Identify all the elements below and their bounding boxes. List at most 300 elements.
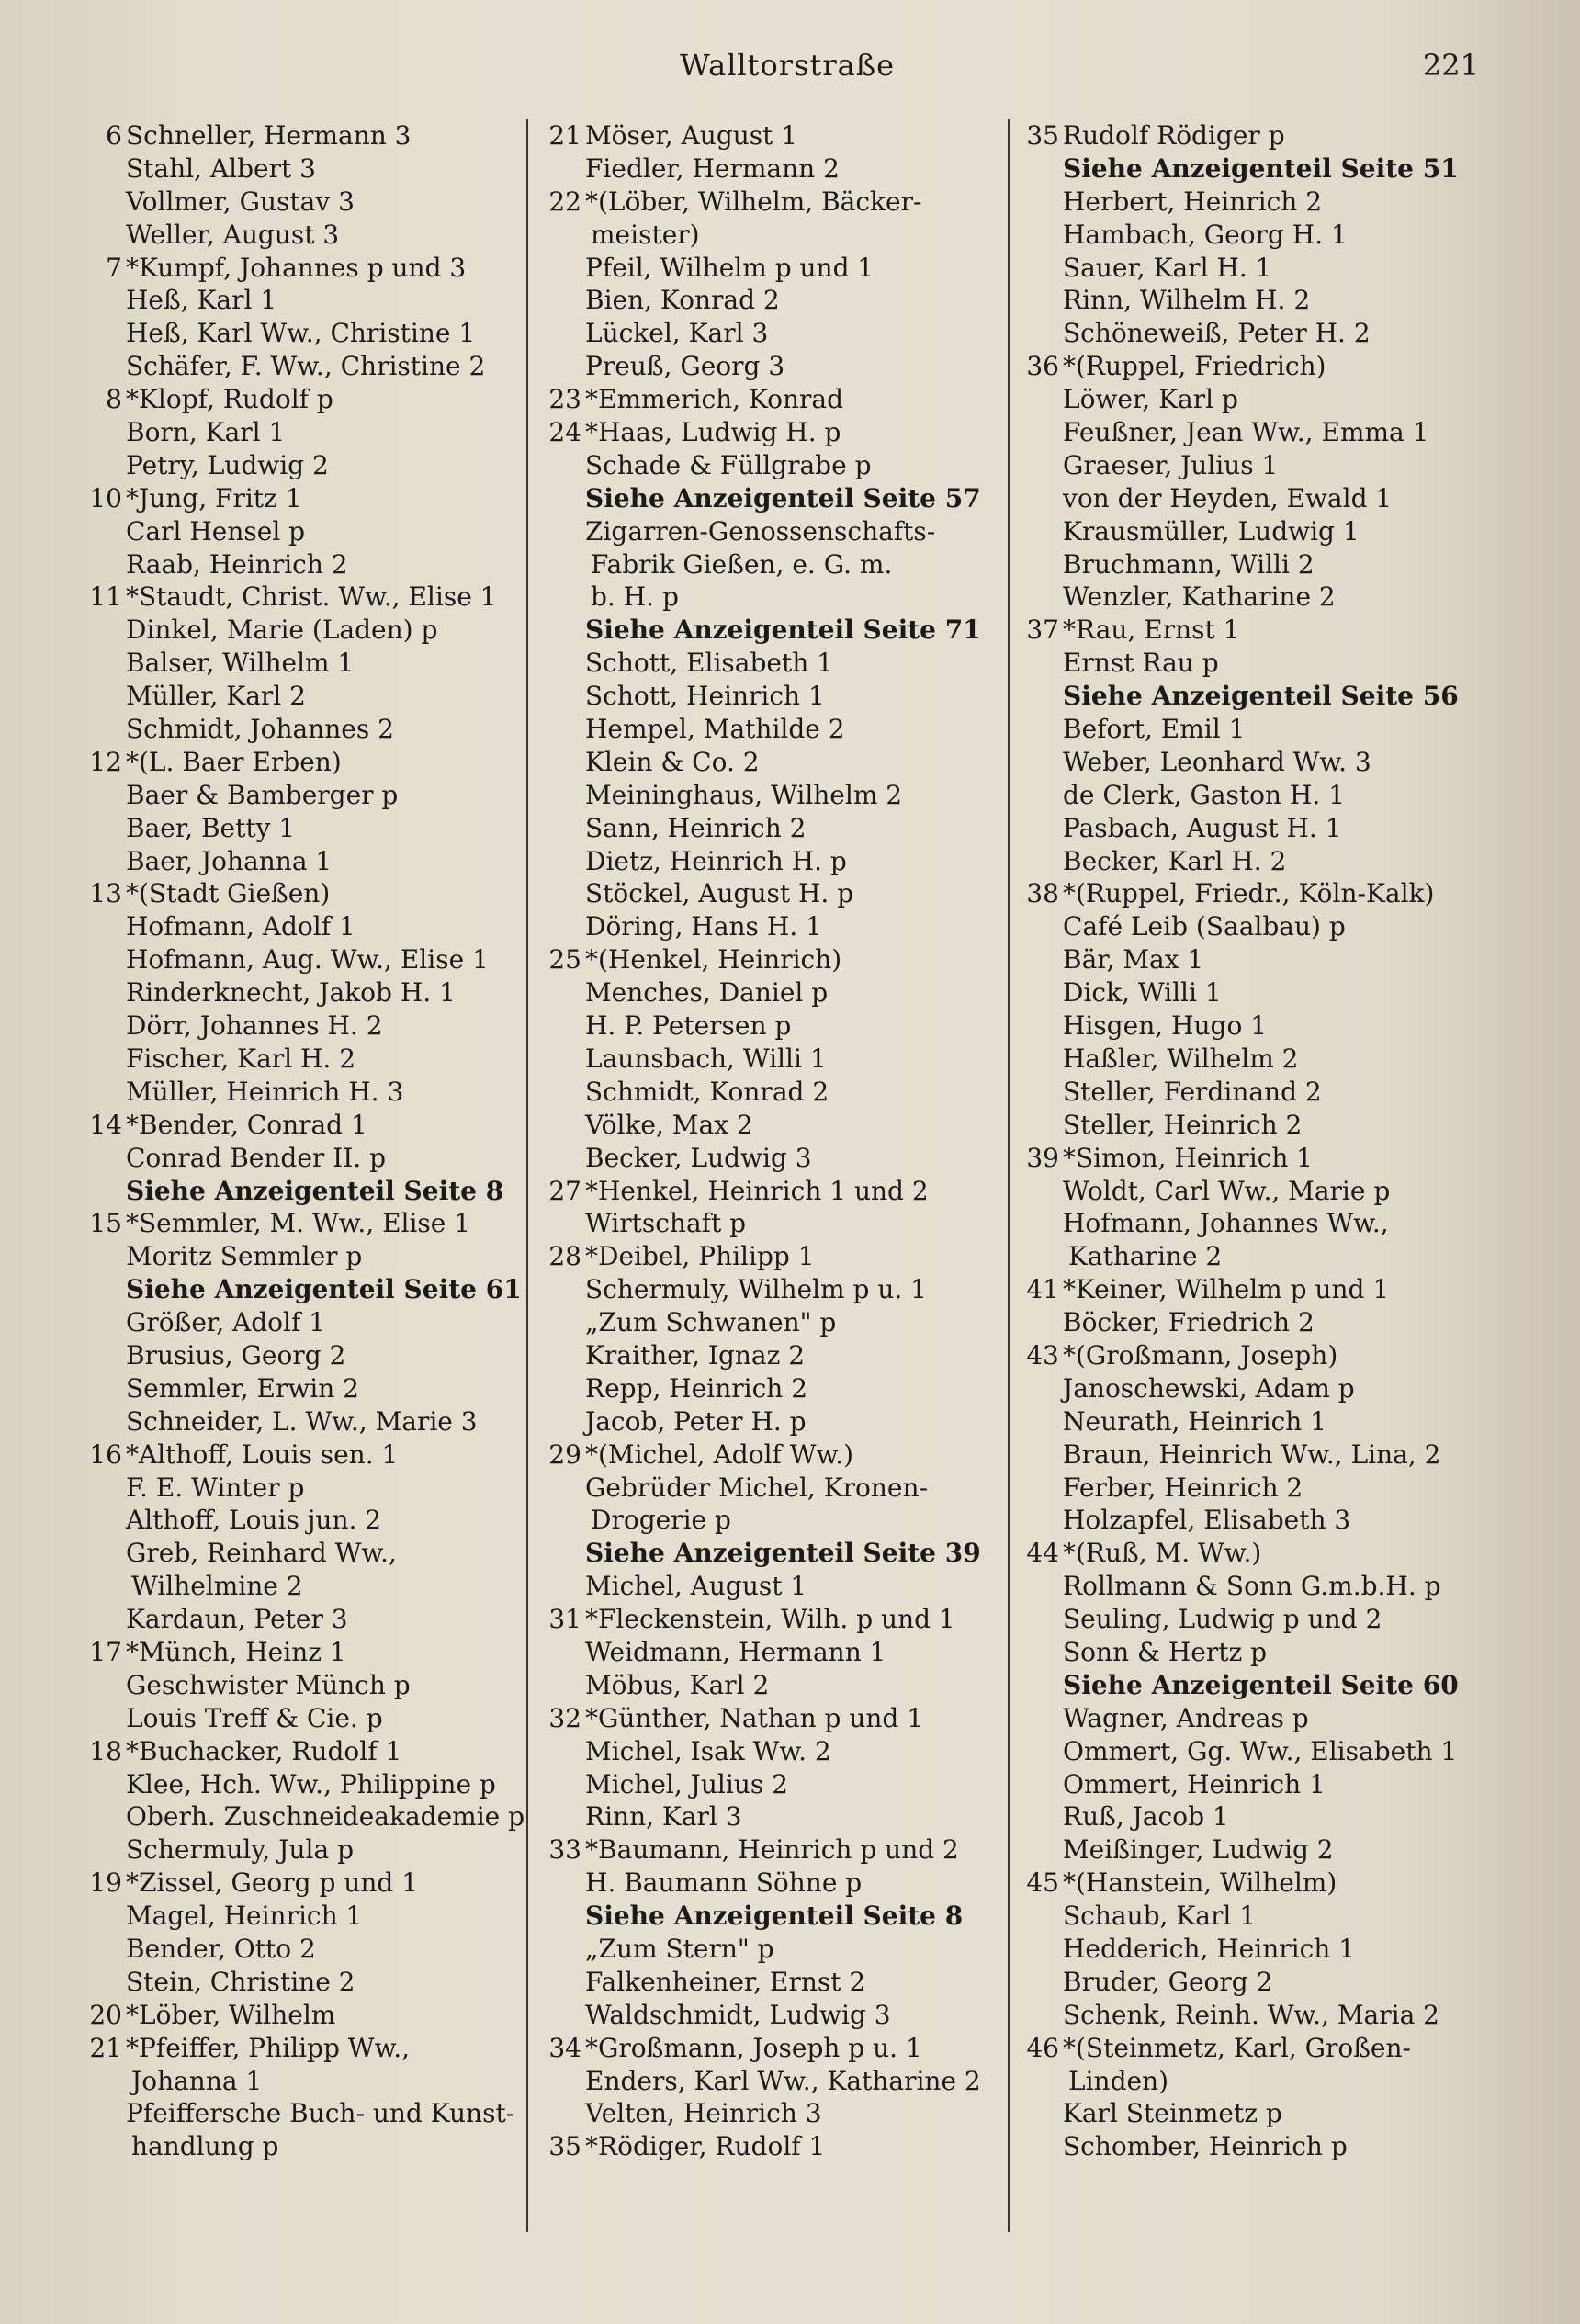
house-number: 8 bbox=[106, 384, 122, 415]
directory-entry bbox=[537, 1405, 1015, 1438]
directory-entry bbox=[1015, 284, 1493, 317]
resident-name: *Semmler, M. Ww., Elise 1 bbox=[126, 1208, 471, 1239]
resident-name: Schermuly, Jula p bbox=[126, 1834, 355, 1866]
resident-name: Heß, Karl Ww., Christine 1 bbox=[126, 318, 476, 349]
directory-entry bbox=[78, 2130, 556, 2163]
resident-name: Weller, August 3 bbox=[126, 219, 340, 250]
resident-name: *(Henkel, Heinrich) bbox=[585, 944, 842, 976]
directory-entry bbox=[1015, 2032, 1493, 2065]
directory-entry bbox=[537, 812, 1015, 845]
house-number: 18 bbox=[89, 1735, 122, 1766]
resident-name: Magel, Heinrich 1 bbox=[126, 1901, 363, 1932]
directory-entry bbox=[1015, 2065, 1493, 2098]
directory-entry bbox=[78, 2097, 556, 2130]
resident-name: Rinn, Wilhelm H. 2 bbox=[1063, 285, 1311, 316]
directory-entry bbox=[1015, 746, 1493, 779]
column-3 bbox=[1015, 119, 1493, 2163]
ad-reference bbox=[1015, 152, 1493, 186]
house-number: 35 bbox=[1026, 120, 1059, 151]
resident-name: Michel, August 1 bbox=[585, 1571, 807, 1602]
directory-entry bbox=[1015, 1372, 1493, 1405]
resident-name: Krausmüller, Ludwig 1 bbox=[1063, 515, 1360, 547]
directory-entry bbox=[537, 1570, 1015, 1603]
house-number: 37 bbox=[1026, 615, 1059, 646]
house-number: 6 bbox=[106, 120, 122, 151]
resident-name: Weber, Leonhard Ww. 3 bbox=[1063, 746, 1371, 777]
ad-reference bbox=[1015, 1669, 1493, 1702]
directory-entry bbox=[78, 2032, 556, 2065]
resident-name: *Althoff, Louis sen. 1 bbox=[126, 1438, 399, 1470]
resident-name: Hisgen, Hugo 1 bbox=[1063, 1010, 1268, 1042]
resident-name: Siehe Anzeigenteil Seite 57 bbox=[585, 482, 981, 513]
resident-name: Ommert, Gg. Ww., Elisabeth 1 bbox=[1063, 1735, 1458, 1766]
resident-name: Velten, Heinrich 3 bbox=[585, 2098, 822, 2129]
resident-name: Rollmann & Sonn G.m.b.H. p bbox=[1063, 1571, 1441, 1602]
directory-entry bbox=[537, 1603, 1015, 1636]
resident-name: Becker, Karl H. 2 bbox=[1063, 845, 1287, 876]
directory-entry bbox=[537, 1438, 1015, 1472]
directory-entry bbox=[78, 1142, 556, 1175]
directory-entry bbox=[537, 1833, 1015, 1867]
directory-entry bbox=[1015, 252, 1493, 285]
resident-name: Louis Treff & Cie. p bbox=[126, 1702, 383, 1733]
resident-name: Moritz Semmler p bbox=[126, 1241, 363, 1272]
directory-entry bbox=[537, 119, 1015, 152]
resident-name: Müller, Heinrich H. 3 bbox=[126, 1076, 404, 1107]
directory-entry bbox=[78, 2065, 556, 2098]
directory-entry bbox=[78, 1405, 556, 1438]
resident-name: Müller, Karl 2 bbox=[126, 681, 306, 712]
directory-entry bbox=[1015, 713, 1493, 746]
directory-entry bbox=[1015, 943, 1493, 976]
resident-name: *Staudt, Christ. Ww., Elise 1 bbox=[126, 581, 497, 613]
directory-entry bbox=[1015, 1900, 1493, 1933]
directory-entry bbox=[1015, 1735, 1493, 1768]
resident-name: Katharine 2 bbox=[1068, 1241, 1223, 1272]
resident-name: Steller, Heinrich 2 bbox=[1063, 1109, 1303, 1140]
directory-entry bbox=[537, 1768, 1015, 1801]
house-number: 46 bbox=[1026, 2032, 1059, 2063]
directory-entry bbox=[537, 845, 1015, 878]
resident-name: *Fleckenstein, Wilh. p und 1 bbox=[585, 1604, 955, 1635]
house-number: 39 bbox=[1026, 1142, 1059, 1173]
directory-entry bbox=[78, 1999, 556, 2032]
resident-name: Pfeiffersche Buch- und Kunst- bbox=[126, 2098, 515, 2129]
resident-name: Brusius, Georg 2 bbox=[126, 1339, 346, 1371]
directory-entry bbox=[78, 1833, 556, 1867]
directory-entry bbox=[78, 350, 556, 383]
resident-name: Bär, Max 1 bbox=[1063, 944, 1204, 976]
directory-entry bbox=[78, 119, 556, 152]
resident-name: *Simon, Heinrich 1 bbox=[1063, 1142, 1314, 1173]
directory-entry bbox=[78, 1339, 556, 1372]
directory-entry bbox=[1015, 1999, 1493, 2032]
directory-entry bbox=[537, 877, 1015, 910]
resident-name: *(Großmann, Joseph) bbox=[1063, 1339, 1338, 1371]
directory-entry bbox=[537, 1273, 1015, 1306]
directory-entry bbox=[78, 812, 556, 845]
resident-name: Michel, Julius 2 bbox=[585, 1768, 788, 1799]
directory-entry bbox=[537, 1372, 1015, 1405]
resident-name: Hofmann, Johannes Ww., bbox=[1063, 1208, 1389, 1239]
house-number: 34 bbox=[548, 2032, 581, 2063]
resident-name: *Kumpf, Johannes p und 3 bbox=[126, 252, 467, 283]
resident-name: *Günther, Nathan p und 1 bbox=[585, 1702, 924, 1733]
directory-entry bbox=[1015, 877, 1493, 910]
resident-name: Johanna 1 bbox=[131, 2065, 263, 2096]
directory-entry bbox=[537, 1636, 1015, 1669]
resident-name: *Deibel, Philipp 1 bbox=[585, 1241, 815, 1272]
resident-name: *(Löber, Wilhelm, Bäcker- bbox=[585, 186, 922, 217]
directory-entry bbox=[537, 350, 1015, 383]
resident-name: Repp, Heinrich 2 bbox=[585, 1372, 808, 1404]
resident-name: Stein, Christine 2 bbox=[126, 1966, 356, 1997]
resident-name: Döring, Hans H. 1 bbox=[585, 911, 822, 942]
resident-name: Born, Karl 1 bbox=[126, 417, 286, 448]
resident-name: Sann, Heinrich 2 bbox=[585, 812, 807, 843]
directory-entry bbox=[1015, 350, 1493, 383]
directory-entry bbox=[78, 614, 556, 647]
directory-entry bbox=[537, 1306, 1015, 1339]
resident-name: Heß, Karl 1 bbox=[126, 285, 277, 316]
directory-entry bbox=[78, 1800, 556, 1833]
resident-name: Menches, Daniel p bbox=[585, 977, 829, 1009]
resident-name: Baer & Bamberger p bbox=[126, 779, 399, 810]
directory-entry bbox=[537, 2130, 1015, 2163]
resident-name: *Buchacker, Rudolf 1 bbox=[126, 1735, 402, 1766]
directory-entry bbox=[78, 515, 556, 548]
resident-name: Pfeil, Wilhelm p und 1 bbox=[585, 252, 875, 283]
resident-name: Schade & Füllgrabe p bbox=[585, 449, 872, 480]
resident-name: Baer, Betty 1 bbox=[126, 812, 296, 843]
resident-name: *Bender, Conrad 1 bbox=[126, 1109, 367, 1140]
resident-name: Kraither, Ignaz 2 bbox=[585, 1339, 806, 1371]
resident-name: Siehe Anzeigenteil Seite 56 bbox=[1063, 681, 1459, 712]
directory-entry bbox=[537, 581, 1015, 614]
resident-name: Zigarren-Genossenschafts- bbox=[585, 515, 936, 547]
resident-name: Launsbach, Willi 1 bbox=[585, 1043, 827, 1074]
directory-entry bbox=[1015, 1933, 1493, 1966]
resident-name: *Klopf, Rudolf p bbox=[126, 384, 333, 415]
directory-entry bbox=[1015, 186, 1493, 219]
directory-entry bbox=[537, 1999, 1015, 2032]
house-number: 44 bbox=[1026, 1538, 1059, 1569]
directory-entry bbox=[1015, 1702, 1493, 1735]
resident-name: Dörr, Johannes H. 2 bbox=[126, 1010, 383, 1042]
directory-entry bbox=[537, 1702, 1015, 1735]
directory-entry bbox=[78, 1867, 556, 1900]
resident-name: Becker, Ludwig 3 bbox=[585, 1142, 812, 1173]
directory-entry bbox=[1015, 1472, 1493, 1505]
resident-name: Waldschmidt, Ludwig 3 bbox=[585, 1999, 891, 2030]
directory-entry bbox=[537, 1472, 1015, 1505]
resident-name: *Emmerich, Konrad bbox=[585, 384, 844, 415]
resident-name: F. E. Winter p bbox=[126, 1472, 305, 1503]
page-header bbox=[0, 48, 1580, 103]
resident-name: von der Heyden, Ewald 1 bbox=[1063, 482, 1393, 513]
directory-entry bbox=[1015, 976, 1493, 1010]
directory-entry bbox=[537, 1966, 1015, 1999]
resident-name: Schäfer, F. Ww., Christine 2 bbox=[126, 351, 486, 382]
directory-entry bbox=[1015, 581, 1493, 614]
page-number: 221 bbox=[1422, 48, 1479, 83]
directory-entry bbox=[537, 1933, 1015, 1966]
resident-name: Siehe Anzeigenteil Seite 60 bbox=[1063, 1669, 1459, 1700]
directory-entry bbox=[78, 845, 556, 878]
resident-name: Steller, Ferdinand 2 bbox=[1063, 1076, 1322, 1107]
directory-entry bbox=[78, 910, 556, 943]
resident-name: Schaub, Karl 1 bbox=[1063, 1901, 1257, 1932]
house-number: 24 bbox=[548, 417, 581, 448]
directory-entry bbox=[1015, 647, 1493, 680]
directory-entry bbox=[537, 943, 1015, 976]
resident-name: Dietz, Heinrich H. p bbox=[585, 845, 847, 876]
resident-name: Gebrüder Michel, Kronen- bbox=[585, 1472, 928, 1503]
directory-entry bbox=[78, 416, 556, 449]
resident-name: Balser, Wilhelm 1 bbox=[126, 648, 355, 679]
resident-name: Lückel, Karl 3 bbox=[585, 318, 769, 349]
directory-entry bbox=[78, 647, 556, 680]
directory-entry bbox=[537, 515, 1015, 548]
resident-name: Siehe Anzeigenteil Seite 71 bbox=[585, 615, 981, 646]
resident-name: Ommert, Heinrich 1 bbox=[1063, 1768, 1326, 1799]
house-number: 35 bbox=[548, 2131, 581, 2162]
directory-entry bbox=[78, 1636, 556, 1669]
directory-entry bbox=[537, 219, 1015, 252]
resident-name: Enders, Karl Ww., Katharine 2 bbox=[585, 2065, 981, 2096]
resident-name: Linden) bbox=[1068, 2065, 1169, 2096]
ad-reference bbox=[78, 1273, 556, 1306]
house-number: 13 bbox=[89, 878, 122, 909]
directory-entry bbox=[78, 284, 556, 317]
resident-name: *(Hanstein, Wilhelm) bbox=[1063, 1867, 1337, 1899]
directory-entry bbox=[537, 680, 1015, 713]
directory-entry bbox=[1015, 1537, 1493, 1570]
resident-name: Stöckel, August H. p bbox=[585, 878, 854, 909]
house-number: 10 bbox=[89, 482, 122, 513]
resident-name: Rudolf Rödiger p bbox=[1063, 120, 1285, 151]
directory-entry bbox=[78, 1570, 556, 1603]
directory-entry bbox=[78, 1966, 556, 1999]
resident-name: H. Baumann Söhne p bbox=[585, 1867, 863, 1899]
directory-entry bbox=[1015, 548, 1493, 581]
resident-name: Schneider, L. Ww., Marie 3 bbox=[126, 1405, 478, 1437]
resident-name: Semmler, Erwin 2 bbox=[126, 1372, 359, 1404]
directory-entry bbox=[1015, 1405, 1493, 1438]
resident-name: Schott, Elisabeth 1 bbox=[585, 648, 833, 679]
resident-name: Fischer, Karl H. 2 bbox=[126, 1043, 356, 1074]
directory-entry bbox=[78, 746, 556, 779]
directory-entry bbox=[78, 252, 556, 285]
directory-entry bbox=[78, 1702, 556, 1735]
directory-entry bbox=[78, 449, 556, 482]
house-number: 20 bbox=[89, 1999, 122, 2030]
directory-entry bbox=[537, 383, 1015, 416]
resident-name: Jacob, Peter H. p bbox=[585, 1405, 807, 1437]
resident-name: Möser, August 1 bbox=[585, 120, 798, 151]
directory-entry bbox=[537, 1735, 1015, 1768]
resident-name: Karl Steinmetz p bbox=[1063, 2098, 1282, 2129]
directory-entry bbox=[1015, 812, 1493, 845]
resident-name: Befort, Emil 1 bbox=[1063, 714, 1246, 745]
directory-entry bbox=[537, 1010, 1015, 1043]
resident-name: *(Ruppel, Friedrich) bbox=[1063, 351, 1326, 382]
resident-name: Siehe Anzeigenteil Seite 51 bbox=[1063, 152, 1459, 184]
directory-entry bbox=[1015, 1043, 1493, 1076]
resident-name: *Pfeiffer, Philipp Ww., bbox=[126, 2032, 411, 2063]
resident-name: b. H. p bbox=[591, 581, 679, 613]
ad-reference bbox=[537, 1900, 1015, 1933]
resident-name: Woldt, Carl Ww., Marie p bbox=[1063, 1175, 1391, 1206]
directory-entry bbox=[1015, 1240, 1493, 1273]
resident-name: *(Ruß, M. Ww.) bbox=[1063, 1538, 1262, 1569]
directory-entry bbox=[78, 680, 556, 713]
directory-entry bbox=[1015, 1438, 1493, 1472]
directory-entry bbox=[78, 1043, 556, 1076]
resident-name: Schott, Heinrich 1 bbox=[585, 681, 825, 712]
resident-name: Baer, Johanna 1 bbox=[126, 845, 333, 876]
resident-name: *Jung, Fritz 1 bbox=[126, 482, 302, 513]
directory-entry bbox=[1015, 119, 1493, 152]
resident-name: Greb, Reinhard Ww., bbox=[126, 1538, 397, 1569]
directory-entry bbox=[1015, 416, 1493, 449]
directory-entry bbox=[537, 284, 1015, 317]
directory-entry bbox=[537, 548, 1015, 581]
directory-entry bbox=[1015, 845, 1493, 878]
resident-name: Klein & Co. 2 bbox=[585, 746, 760, 777]
directory-entry bbox=[537, 252, 1015, 285]
resident-name: Ernst Rau p bbox=[1063, 648, 1219, 679]
resident-name: Raab, Heinrich 2 bbox=[126, 548, 348, 580]
directory-entry bbox=[1015, 317, 1493, 350]
resident-name: Fiedler, Hermann 2 bbox=[585, 152, 840, 184]
directory-entry bbox=[78, 1372, 556, 1405]
directory-entry bbox=[537, 1669, 1015, 1702]
resident-name: Siehe Anzeigenteil Seite 8 bbox=[585, 1901, 964, 1932]
resident-name: Ruß, Jacob 1 bbox=[1063, 1801, 1229, 1833]
directory-entry bbox=[78, 317, 556, 350]
directory-entry bbox=[1015, 1768, 1493, 1801]
resident-name: Siehe Anzeigenteil Seite 61 bbox=[126, 1274, 522, 1305]
resident-name: H. P. Petersen p bbox=[585, 1010, 792, 1042]
resident-name: *Rau, Ernst 1 bbox=[1063, 615, 1240, 646]
ad-reference bbox=[78, 1175, 556, 1208]
resident-name: Hedderich, Heinrich 1 bbox=[1063, 1933, 1356, 1964]
resident-name: Preuß, Georg 3 bbox=[585, 351, 785, 382]
directory-entry bbox=[78, 219, 556, 252]
directory-entry bbox=[1015, 482, 1493, 515]
resident-name: Graeser, Julius 1 bbox=[1063, 449, 1279, 480]
directory-entry bbox=[78, 1933, 556, 1966]
directory-entry bbox=[1015, 1010, 1493, 1043]
directory-entry bbox=[537, 910, 1015, 943]
directory-entry bbox=[1015, 1175, 1493, 1208]
house-number: 15 bbox=[89, 1208, 122, 1239]
resident-name: Bien, Konrad 2 bbox=[585, 285, 780, 316]
resident-name: Siehe Anzeigenteil Seite 39 bbox=[585, 1538, 981, 1569]
resident-name: Geschwister Münch p bbox=[126, 1669, 411, 1700]
directory-entry bbox=[1015, 1306, 1493, 1339]
directory-entry bbox=[537, 1142, 1015, 1175]
column-divider bbox=[1008, 119, 1010, 2232]
house-number: 45 bbox=[1026, 1867, 1059, 1899]
directory-entry bbox=[78, 713, 556, 746]
resident-name: Hofmann, Aug. Ww., Elise 1 bbox=[126, 944, 489, 976]
resident-name: *Haas, Ludwig H. p bbox=[585, 417, 841, 448]
resident-name: Schneller, Hermann 3 bbox=[126, 120, 412, 151]
house-number: 27 bbox=[548, 1175, 581, 1206]
resident-name: Schmidt, Johannes 2 bbox=[126, 714, 394, 745]
directory-entry bbox=[78, 1240, 556, 1273]
resident-name: Meininghaus, Wilhelm 2 bbox=[585, 779, 903, 810]
resident-name: *(L. Baer Erben) bbox=[126, 746, 342, 777]
resident-name: handlung p bbox=[131, 2131, 279, 2162]
directory-entry bbox=[1015, 1207, 1493, 1240]
directory-entry bbox=[537, 1339, 1015, 1372]
resident-name: Holzapfel, Elisabeth 3 bbox=[1063, 1505, 1351, 1536]
resident-name: *(Ruppel, Friedr., Köln-Kalk) bbox=[1063, 878, 1435, 909]
resident-name: *(Steinmetz, Karl, Großen- bbox=[1063, 2032, 1411, 2063]
resident-name: Conrad Bender II. p bbox=[126, 1142, 387, 1173]
resident-name: Sonn & Hertz p bbox=[1063, 1636, 1268, 1667]
resident-name: *Henkel, Heinrich 1 und 2 bbox=[585, 1175, 929, 1206]
resident-name: Hempel, Mathilde 2 bbox=[585, 714, 845, 745]
directory-entry bbox=[1015, 1273, 1493, 1306]
house-number: 14 bbox=[89, 1109, 122, 1140]
resident-name: Carl Hensel p bbox=[126, 515, 306, 547]
directory-entry bbox=[1015, 1504, 1493, 1537]
directory-entry bbox=[537, 746, 1015, 779]
directory-entry bbox=[1015, 1570, 1493, 1603]
directory-entry bbox=[1015, 219, 1493, 252]
house-number: 21 bbox=[548, 120, 581, 151]
resident-name: Meißinger, Ludwig 2 bbox=[1063, 1834, 1334, 1866]
resident-name: Kardaun, Peter 3 bbox=[126, 1604, 348, 1635]
resident-name: „Zum Schwanen" p bbox=[585, 1307, 837, 1338]
resident-name: Wirtschaft p bbox=[585, 1208, 747, 1239]
resident-name: *Zissel, Georg p und 1 bbox=[126, 1867, 419, 1899]
resident-name: Siehe Anzeigenteil Seite 8 bbox=[126, 1175, 504, 1206]
directory-entry bbox=[537, 2032, 1015, 2065]
resident-name: Hambach, Georg H. 1 bbox=[1063, 219, 1348, 250]
house-number: 43 bbox=[1026, 1339, 1059, 1371]
house-number: 38 bbox=[1026, 878, 1059, 909]
house-number: 21 bbox=[89, 2032, 122, 2063]
directory-entry bbox=[78, 482, 556, 515]
directory-entry bbox=[78, 943, 556, 976]
resident-name: *Rödiger, Rudolf 1 bbox=[585, 2131, 826, 2162]
house-number: 7 bbox=[106, 252, 122, 283]
directory-entry bbox=[537, 1867, 1015, 1900]
resident-name: Vollmer, Gustav 3 bbox=[126, 186, 355, 217]
resident-name: Möbus, Karl 2 bbox=[585, 1669, 770, 1700]
column-2 bbox=[537, 119, 1015, 2163]
directory-entry bbox=[78, 1207, 556, 1240]
resident-name: Feußner, Jean Ww., Emma 1 bbox=[1063, 417, 1429, 448]
house-number: 12 bbox=[89, 746, 122, 777]
resident-name: Petry, Ludwig 2 bbox=[126, 449, 329, 480]
directory-entry bbox=[78, 383, 556, 416]
directory-entry bbox=[537, 1175, 1015, 1208]
directory-entry bbox=[537, 1240, 1015, 1273]
directory-entry bbox=[78, 976, 556, 1010]
directory-entry bbox=[1015, 449, 1493, 482]
resident-name: *Baumann, Heinrich p und 2 bbox=[585, 1834, 959, 1866]
directory-entry bbox=[78, 779, 556, 812]
directory-entry bbox=[537, 779, 1015, 812]
resident-name: Bruchmann, Willi 2 bbox=[1063, 548, 1315, 580]
directory-entry bbox=[537, 1207, 1015, 1240]
